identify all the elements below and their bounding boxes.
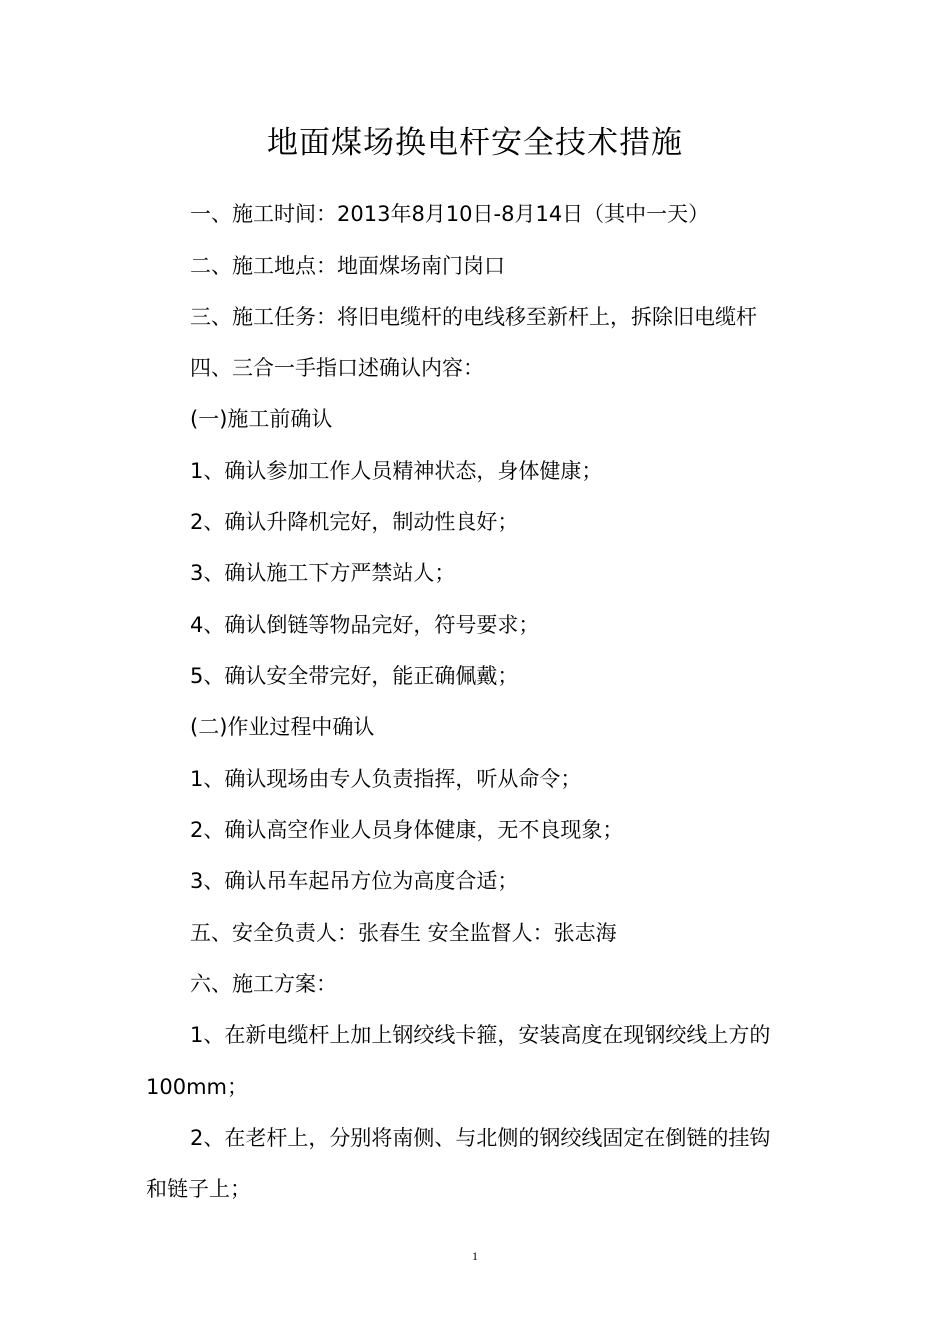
list-item: 2、在老杆上，分别将南侧、与北侧的钢绞线固定在倒链的挂钩 [190,1126,771,1150]
list-item: 1、在新电缆杆上加上钢绞线卡箍，安装高度在现钢绞线上方的 [190,1023,771,1047]
document-title: 地面煤场换电杆安全技术措施 [267,125,683,161]
paragraph-construction-site: 二、施工地点：地面煤场南门岗口 [190,254,505,278]
paragraph-confirmation-heading: 四、三合一手指口述确认内容： [190,356,484,380]
list-item-continuation: 100mm； [146,1075,248,1099]
list-item: 2、确认升降机完好，制动性良好； [190,510,519,534]
list-item-continuation: 和链子上； [146,1177,251,1201]
subheading-pre-construction: (一)施工前确认 [190,407,333,431]
list-item: 5、确认安全带完好，能正确佩戴； [190,664,519,688]
subheading-during-work: (二)作业过程中确认 [190,715,375,739]
list-item: 2、确认高空作业人员身体健康，无不良现象； [190,818,624,842]
list-item: 1、确认现场由专人负责指挥，听从命令； [190,767,582,791]
paragraph-responsible-persons: 五、安全负责人：张春生 安全监督人：张志海 [190,921,617,945]
paragraph-plan-heading: 六、施工方案： [190,972,337,996]
list-item: 1、确认参加工作人员精神状态，身体健康； [190,459,603,483]
paragraph-construction-task: 三、施工任务：将旧电缆杆的电线移至新杆上，拆除旧电缆杆 [190,305,757,329]
list-item: 4、确认倒链等物品完好，符号要求； [190,613,540,637]
list-item: 3、确认吊车起吊方位为高度合适； [190,869,519,893]
paragraph-construction-time: 一、施工时间：2013年8月10日-8月14日（其中一天） [190,202,710,226]
list-item: 3、确认施工下方严禁站人； [190,561,456,585]
page-number: 1 [472,1249,478,1263]
